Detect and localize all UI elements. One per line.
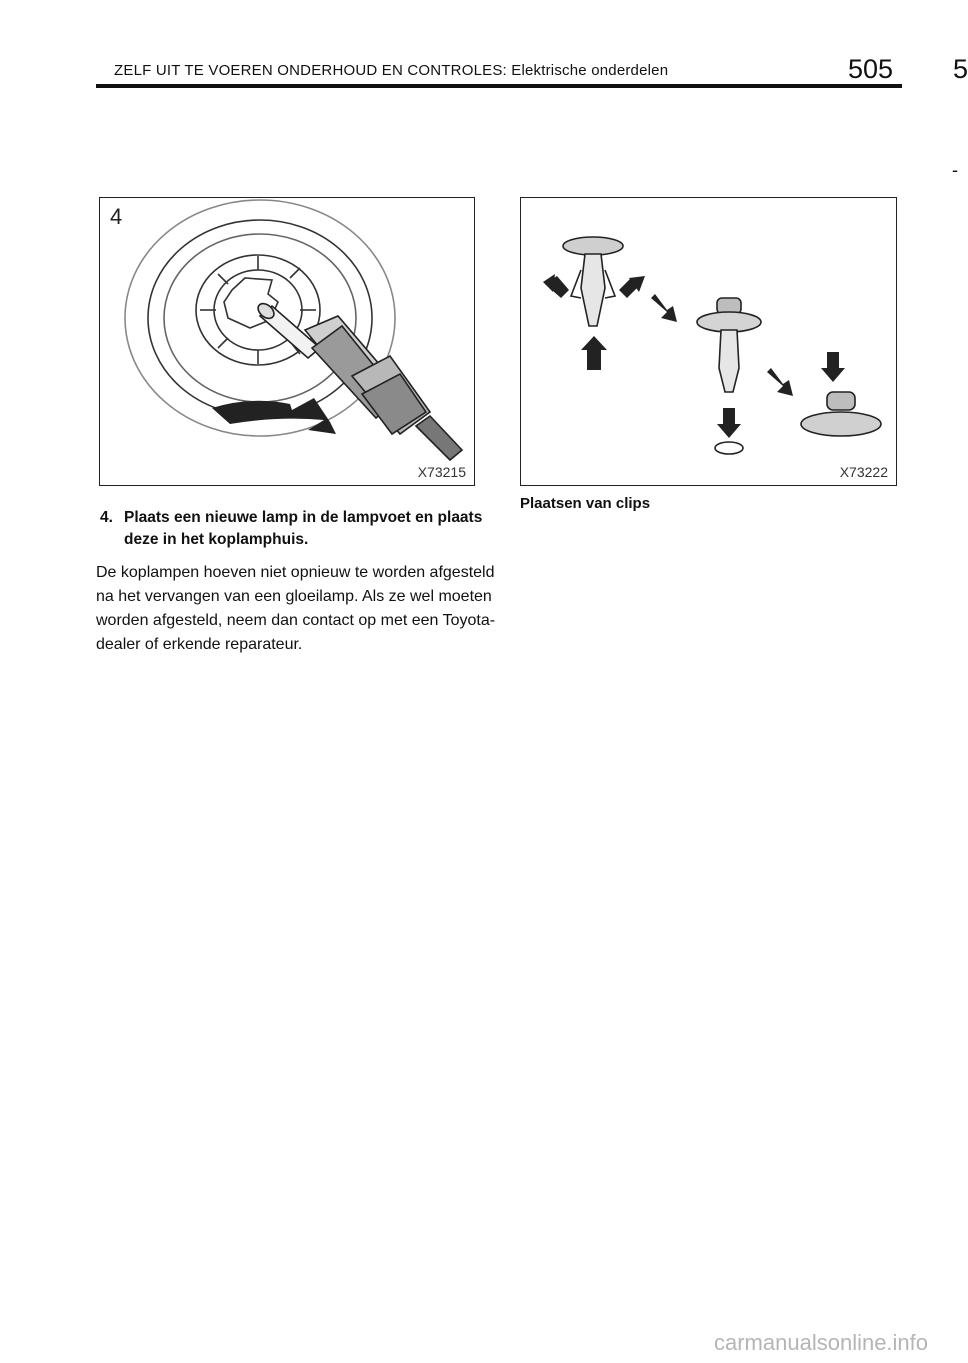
figure-reference-code: X73222 xyxy=(839,464,888,480)
page-number: 505 xyxy=(848,54,894,84)
figure-clip-installation xyxy=(520,197,897,486)
footer-watermark: carmanualsonline.info xyxy=(714,1330,929,1355)
figure-caption: Plaatsen van clips xyxy=(520,495,651,512)
step-number: 4. xyxy=(100,509,113,526)
clip-installation-illustration xyxy=(521,198,898,487)
page-header-title: ZELF UIT TE VOEREN ONDERHOUD EN CONTROLES: Elektrische onderdelen xyxy=(114,62,669,79)
figure-reference-code: X73215 xyxy=(417,464,466,480)
adjacent-page-number-fragment: 5 xyxy=(953,54,968,84)
header-divider xyxy=(96,84,902,88)
adjacent-page-mark: - xyxy=(952,160,958,180)
bulb-installation-illustration xyxy=(100,198,476,487)
figure-step-number: 4 xyxy=(110,204,123,229)
figure-bulb-installation xyxy=(99,197,475,486)
body-paragraph-container xyxy=(96,561,496,657)
step-text: Plaats een nieuwe lamp in de lampvoet en plaats deze in het koplamphuis. xyxy=(124,509,483,548)
body-paragraph: De koplampen hoeven niet opnieuw te worden afgesteld na het vervangen van een gloeilamp. Als ze wel moeten worden afgesteld, neem dan contact op met een Toyota-dealer of erkende reparateur. xyxy=(96,564,496,653)
